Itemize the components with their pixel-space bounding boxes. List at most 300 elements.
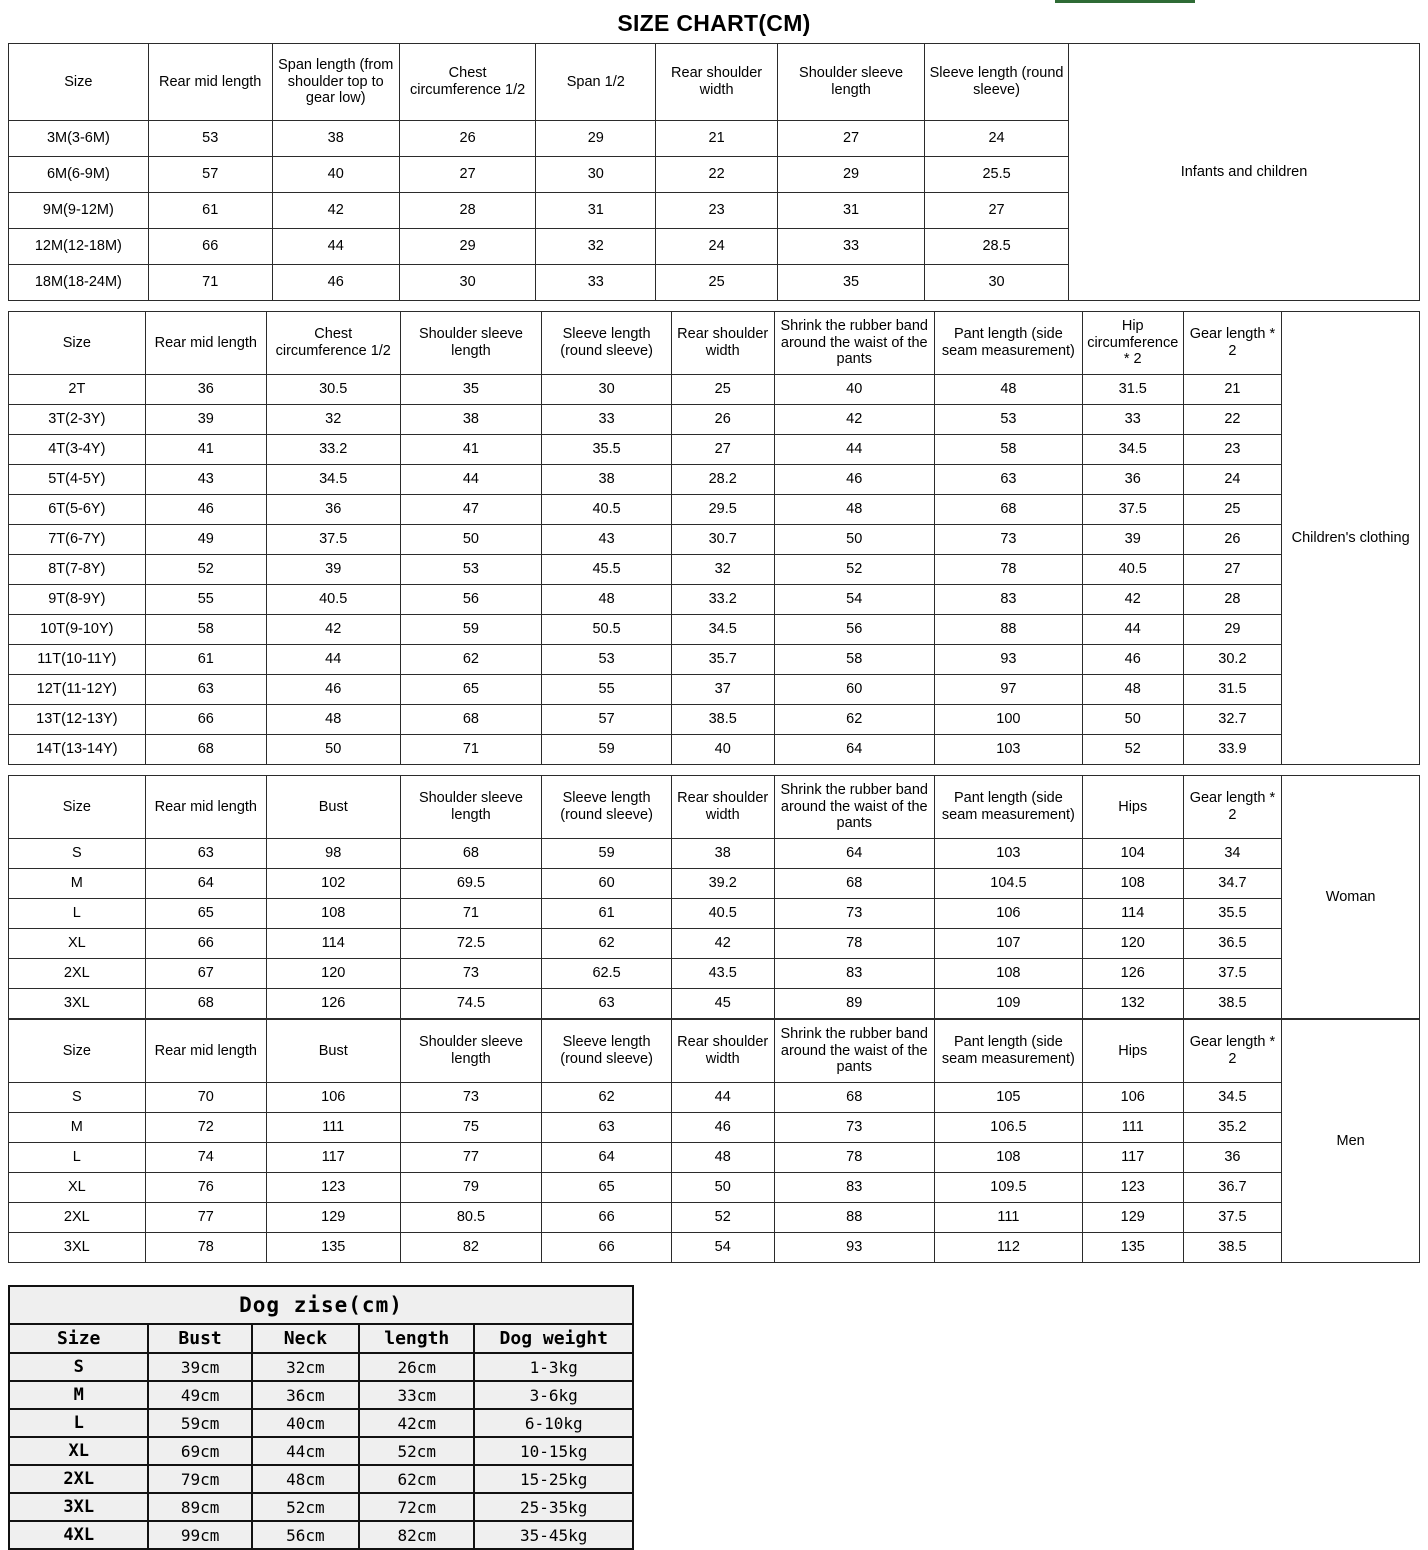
value-cell: 38: [400, 405, 542, 435]
column-header: Bust: [266, 776, 400, 839]
value-cell: 46: [266, 675, 400, 705]
value-cell: 26: [1183, 525, 1282, 555]
value-cell: 83: [934, 585, 1082, 615]
column-header: Pant length (side seam measurement): [934, 312, 1082, 375]
category-label: Infants and children: [1069, 44, 1420, 301]
value-cell: 48: [774, 495, 934, 525]
table-row: [9, 705, 1420, 735]
value-cell: 80.5: [400, 1203, 542, 1233]
size-cell: 14T(13-14Y): [9, 735, 146, 765]
value-cell: 38: [671, 839, 774, 869]
size-cell: L: [9, 1409, 148, 1437]
value-cell: 129: [266, 1203, 400, 1233]
value-cell: 36: [1082, 465, 1183, 495]
column-header: Dog weight: [474, 1324, 633, 1353]
value-cell: 82: [400, 1233, 542, 1263]
value-cell: 65: [145, 899, 266, 929]
value-cell: 107: [934, 929, 1082, 959]
value-cell: 31: [778, 193, 925, 229]
table-row: [9, 645, 1420, 675]
size-cell: 2XL: [9, 1203, 146, 1233]
value-cell: 31.5: [1082, 375, 1183, 405]
infants-table: [8, 43, 1420, 301]
value-cell: 108: [934, 959, 1082, 989]
value-cell: 108: [934, 1143, 1082, 1173]
value-cell: 57: [148, 157, 272, 193]
column-header: Gear length * 2: [1183, 776, 1282, 839]
size-cell: 3T(2-3Y): [9, 405, 146, 435]
accent-bar: [1055, 0, 1195, 3]
value-cell: 59: [400, 615, 542, 645]
value-cell: 37: [671, 675, 774, 705]
size-cell: S: [9, 1083, 146, 1113]
value-cell: 83: [774, 1173, 934, 1203]
column-header: Span 1/2: [536, 44, 656, 121]
value-cell: 66: [145, 929, 266, 959]
category-label: Woman: [1282, 776, 1420, 1019]
value-cell: 55: [145, 585, 266, 615]
value-cell: 38.5: [1183, 989, 1282, 1019]
value-cell: 78: [145, 1233, 266, 1263]
value-cell: 79: [400, 1173, 542, 1203]
column-header: Shrink the rubber band around the waist of the pants: [774, 312, 934, 375]
value-cell: 40.5: [542, 495, 671, 525]
value-cell: 50: [266, 735, 400, 765]
value-cell: 1-3kg: [474, 1353, 633, 1381]
woman-table-block: [8, 775, 1422, 1019]
table-row: [9, 1233, 1420, 1263]
value-cell: 62cm: [359, 1465, 474, 1493]
value-cell: 63: [145, 675, 266, 705]
value-cell: 25-35kg: [474, 1493, 633, 1521]
column-header: Sleeve length (round sleeve): [542, 1020, 671, 1083]
value-cell: 56: [774, 615, 934, 645]
table-row: [9, 735, 1420, 765]
value-cell: 93: [934, 645, 1082, 675]
value-cell: 27: [1183, 555, 1282, 585]
size-cell: 9M(9-12M): [9, 193, 149, 229]
value-cell: 47: [400, 495, 542, 525]
table-row: [9, 1521, 633, 1549]
value-cell: 30.2: [1183, 645, 1282, 675]
column-header: Size: [9, 776, 146, 839]
value-cell: 43: [542, 525, 671, 555]
value-cell: 72cm: [359, 1493, 474, 1521]
value-cell: 123: [1082, 1173, 1183, 1203]
value-cell: 69cm: [148, 1437, 251, 1465]
size-cell: 12T(11-12Y): [9, 675, 146, 705]
value-cell: 27: [671, 435, 774, 465]
column-header: Bust: [266, 1020, 400, 1083]
value-cell: 32: [536, 229, 656, 265]
value-cell: 33: [778, 229, 925, 265]
table-row: [9, 1353, 633, 1381]
column-header: Pant length (side seam measurement): [934, 776, 1082, 839]
value-cell: 37.5: [1082, 495, 1183, 525]
value-cell: 15-25kg: [474, 1465, 633, 1493]
value-cell: 106: [266, 1083, 400, 1113]
value-cell: 40: [272, 157, 399, 193]
value-cell: 27: [925, 193, 1069, 229]
value-cell: 129: [1082, 1203, 1183, 1233]
value-cell: 36.5: [1183, 929, 1282, 959]
column-header: Size: [9, 312, 146, 375]
value-cell: 63: [145, 839, 266, 869]
value-cell: 63: [542, 1113, 671, 1143]
value-cell: 33: [536, 265, 656, 301]
value-cell: 73: [400, 959, 542, 989]
value-cell: 55: [542, 675, 671, 705]
value-cell: 44: [774, 435, 934, 465]
value-cell: 38.5: [1183, 1233, 1282, 1263]
value-cell: 67: [145, 959, 266, 989]
value-cell: 42: [774, 405, 934, 435]
value-cell: 106: [1082, 1083, 1183, 1113]
size-cell: 5T(4-5Y): [9, 465, 146, 495]
table-row: [9, 495, 1420, 525]
value-cell: 33: [542, 405, 671, 435]
value-cell: 56: [400, 585, 542, 615]
value-cell: 33.9: [1183, 735, 1282, 765]
value-cell: 39cm: [148, 1353, 251, 1381]
value-cell: 132: [1082, 989, 1183, 1019]
column-header: Rear mid length: [145, 776, 266, 839]
value-cell: 21: [656, 121, 778, 157]
value-cell: 33: [1082, 405, 1183, 435]
value-cell: 89: [774, 989, 934, 1019]
dog-table-title: Dog zise(cm): [9, 1286, 633, 1324]
infants-table-block: [8, 43, 1422, 301]
value-cell: 25: [656, 265, 778, 301]
value-cell: 52cm: [359, 1437, 474, 1465]
value-cell: 29: [399, 229, 536, 265]
value-cell: 46: [671, 1113, 774, 1143]
value-cell: 72: [145, 1113, 266, 1143]
value-cell: 45.5: [542, 555, 671, 585]
value-cell: 34.5: [1183, 1083, 1282, 1113]
table-row: [9, 989, 1420, 1019]
size-cell: 10T(9-10Y): [9, 615, 146, 645]
value-cell: 43: [145, 465, 266, 495]
value-cell: 109.5: [934, 1173, 1082, 1203]
value-cell: 30.5: [266, 375, 400, 405]
size-cell: 13T(12-13Y): [9, 705, 146, 735]
value-cell: 40.5: [671, 899, 774, 929]
table-row: [9, 1083, 1420, 1113]
value-cell: 58: [774, 645, 934, 675]
value-cell: 28.2: [671, 465, 774, 495]
value-cell: 35.5: [1183, 899, 1282, 929]
table-header-row: [9, 44, 1420, 121]
size-cell: 18M(18-24M): [9, 265, 149, 301]
column-header: Hip circumference * 2: [1082, 312, 1183, 375]
value-cell: 73: [774, 899, 934, 929]
table-row: [9, 959, 1420, 989]
value-cell: 64: [774, 839, 934, 869]
value-cell: 62: [542, 1083, 671, 1113]
value-cell: 109: [934, 989, 1082, 1019]
dog-size-table: [8, 1285, 634, 1550]
value-cell: 66: [542, 1233, 671, 1263]
value-cell: 42: [671, 929, 774, 959]
value-cell: 36.7: [1183, 1173, 1282, 1203]
column-header: Sleeve length (round sleeve): [542, 776, 671, 839]
value-cell: 28: [1183, 585, 1282, 615]
value-cell: 37.5: [1183, 1203, 1282, 1233]
value-cell: 60: [542, 869, 671, 899]
value-cell: 123: [266, 1173, 400, 1203]
value-cell: 42: [272, 193, 399, 229]
table-row: [9, 1381, 633, 1409]
table-row: [9, 1493, 633, 1521]
value-cell: 126: [1082, 959, 1183, 989]
value-cell: 36: [1183, 1143, 1282, 1173]
value-cell: 79cm: [148, 1465, 251, 1493]
value-cell: 66: [145, 705, 266, 735]
value-cell: 62: [774, 705, 934, 735]
column-header: Chest circumference 1/2: [266, 312, 400, 375]
value-cell: 77: [145, 1203, 266, 1233]
value-cell: 35.7: [671, 645, 774, 675]
value-cell: 3-6kg: [474, 1381, 633, 1409]
value-cell: 39: [1082, 525, 1183, 555]
table-row: [9, 1437, 633, 1465]
value-cell: 61: [542, 899, 671, 929]
value-cell: 34.7: [1183, 869, 1282, 899]
value-cell: 24: [1183, 465, 1282, 495]
size-cell: 2XL: [9, 959, 146, 989]
value-cell: 112: [934, 1233, 1082, 1263]
value-cell: 59cm: [148, 1409, 251, 1437]
value-cell: 40: [671, 735, 774, 765]
value-cell: 48: [1082, 675, 1183, 705]
value-cell: 27: [399, 157, 536, 193]
value-cell: 46: [145, 495, 266, 525]
size-cell: S: [9, 1353, 148, 1381]
value-cell: 120: [266, 959, 400, 989]
value-cell: 68: [774, 1083, 934, 1113]
table-row: [9, 929, 1420, 959]
value-cell: 50: [1082, 705, 1183, 735]
table-header-row: [9, 776, 1420, 839]
column-header: Shoulder sleeve length: [400, 1020, 542, 1083]
value-cell: 45: [671, 989, 774, 1019]
value-cell: 34: [1183, 839, 1282, 869]
value-cell: 65: [542, 1173, 671, 1203]
size-cell: XL: [9, 1437, 148, 1465]
table-row: [9, 1173, 1420, 1203]
value-cell: 32cm: [252, 1353, 359, 1381]
value-cell: 120: [1082, 929, 1183, 959]
size-cell: 2T: [9, 375, 146, 405]
column-header: length: [359, 1324, 474, 1353]
value-cell: 31.5: [1183, 675, 1282, 705]
value-cell: 44: [671, 1083, 774, 1113]
size-cell: M: [9, 1381, 148, 1409]
size-cell: 6T(5-6Y): [9, 495, 146, 525]
value-cell: 52: [774, 555, 934, 585]
size-cell: 8T(7-8Y): [9, 555, 146, 585]
value-cell: 104: [1082, 839, 1183, 869]
value-cell: 66: [148, 229, 272, 265]
value-cell: 30: [399, 265, 536, 301]
value-cell: 50: [774, 525, 934, 555]
column-header: Neck: [252, 1324, 359, 1353]
value-cell: 68: [400, 705, 542, 735]
value-cell: 52: [671, 1203, 774, 1233]
value-cell: 35.2: [1183, 1113, 1282, 1143]
value-cell: 48: [542, 585, 671, 615]
value-cell: 64: [774, 735, 934, 765]
table-header-row: [9, 312, 1420, 375]
value-cell: 73: [774, 1113, 934, 1143]
size-cell: 3XL: [9, 1233, 146, 1263]
value-cell: 71: [400, 735, 542, 765]
value-cell: 60: [774, 675, 934, 705]
column-header: Bust: [148, 1324, 251, 1353]
value-cell: 49: [145, 525, 266, 555]
value-cell: 50: [671, 1173, 774, 1203]
table-row: [9, 899, 1420, 929]
value-cell: 114: [266, 929, 400, 959]
value-cell: 24: [656, 229, 778, 265]
category-label: Men: [1282, 1020, 1420, 1263]
value-cell: 33.2: [671, 585, 774, 615]
value-cell: 26: [671, 405, 774, 435]
size-cell: S: [9, 839, 146, 869]
value-cell: 63: [934, 465, 1082, 495]
value-cell: 53: [934, 405, 1082, 435]
column-header: Sleeve length (round sleeve): [542, 312, 671, 375]
value-cell: 44: [400, 465, 542, 495]
value-cell: 83: [774, 959, 934, 989]
size-cell: M: [9, 1113, 146, 1143]
category-label: Children's clothing: [1282, 312, 1420, 765]
value-cell: 48cm: [252, 1465, 359, 1493]
size-cell: M: [9, 869, 146, 899]
value-cell: 40: [774, 375, 934, 405]
value-cell: 24: [925, 121, 1069, 157]
column-header: Gear length * 2: [1183, 312, 1282, 375]
men-table-block: [8, 1019, 1422, 1263]
value-cell: 58: [145, 615, 266, 645]
value-cell: 103: [934, 735, 1082, 765]
value-cell: 62: [542, 929, 671, 959]
column-header: Shoulder sleeve length: [400, 312, 542, 375]
value-cell: 29: [778, 157, 925, 193]
value-cell: 40.5: [266, 585, 400, 615]
value-cell: 41: [400, 435, 542, 465]
value-cell: 88: [774, 1203, 934, 1233]
value-cell: 54: [774, 585, 934, 615]
value-cell: 59: [542, 735, 671, 765]
value-cell: 54: [671, 1233, 774, 1263]
size-cell: 4XL: [9, 1521, 148, 1549]
size-cell: 3M(3-6M): [9, 121, 149, 157]
size-cell: L: [9, 899, 146, 929]
value-cell: 71: [148, 265, 272, 301]
value-cell: 30.7: [671, 525, 774, 555]
value-cell: 33.2: [266, 435, 400, 465]
value-cell: 53: [148, 121, 272, 157]
value-cell: 40cm: [252, 1409, 359, 1437]
value-cell: 68: [145, 735, 266, 765]
value-cell: 39: [266, 555, 400, 585]
value-cell: 49cm: [148, 1381, 251, 1409]
value-cell: 111: [1082, 1113, 1183, 1143]
column-header: Rear mid length: [145, 1020, 266, 1083]
value-cell: 27: [778, 121, 925, 157]
value-cell: 103: [934, 839, 1082, 869]
value-cell: 98: [266, 839, 400, 869]
column-header: Hips: [1082, 776, 1183, 839]
value-cell: 44cm: [252, 1437, 359, 1465]
value-cell: 108: [1082, 869, 1183, 899]
page-title: SIZE CHART(CM): [617, 10, 811, 36]
value-cell: 70: [145, 1083, 266, 1113]
table-row: [9, 1465, 633, 1493]
value-cell: 56cm: [252, 1521, 359, 1549]
value-cell: 46: [272, 265, 399, 301]
table-row: [9, 615, 1420, 645]
value-cell: 32: [671, 555, 774, 585]
value-cell: 93: [774, 1233, 934, 1263]
value-cell: 29: [536, 121, 656, 157]
value-cell: 66: [542, 1203, 671, 1233]
value-cell: 37.5: [1183, 959, 1282, 989]
value-cell: 48: [266, 705, 400, 735]
value-cell: 78: [934, 555, 1082, 585]
table-header-row: [9, 1324, 633, 1353]
value-cell: 46: [1082, 645, 1183, 675]
value-cell: 42: [1082, 585, 1183, 615]
value-cell: 135: [266, 1233, 400, 1263]
value-cell: 42: [266, 615, 400, 645]
table-row: [9, 869, 1420, 899]
value-cell: 37.5: [266, 525, 400, 555]
value-cell: 53: [400, 555, 542, 585]
children-table: [8, 311, 1420, 765]
value-cell: 25.5: [925, 157, 1069, 193]
column-header: Span length (from shoulder top to gear low): [272, 44, 399, 121]
table-row: [9, 675, 1420, 705]
dog-table-title-row: [9, 1286, 633, 1324]
value-cell: 111: [934, 1203, 1082, 1233]
size-cell: XL: [9, 1173, 146, 1203]
value-cell: 31: [536, 193, 656, 229]
value-cell: 10-15kg: [474, 1437, 633, 1465]
value-cell: 52: [145, 555, 266, 585]
value-cell: 71: [400, 899, 542, 929]
value-cell: 50: [400, 525, 542, 555]
value-cell: 35.5: [542, 435, 671, 465]
value-cell: 68: [774, 869, 934, 899]
value-cell: 135: [1082, 1233, 1183, 1263]
value-cell: 68: [934, 495, 1082, 525]
value-cell: 72.5: [400, 929, 542, 959]
size-cell: 11T(10-11Y): [9, 645, 146, 675]
value-cell: 28: [399, 193, 536, 229]
value-cell: 34.5: [1082, 435, 1183, 465]
value-cell: 106.5: [934, 1113, 1082, 1143]
value-cell: 82cm: [359, 1521, 474, 1549]
table-row: [9, 585, 1420, 615]
value-cell: 48: [671, 1143, 774, 1173]
value-cell: 35-45kg: [474, 1521, 633, 1549]
value-cell: 97: [934, 675, 1082, 705]
value-cell: 48: [934, 375, 1082, 405]
table-row: [9, 405, 1420, 435]
